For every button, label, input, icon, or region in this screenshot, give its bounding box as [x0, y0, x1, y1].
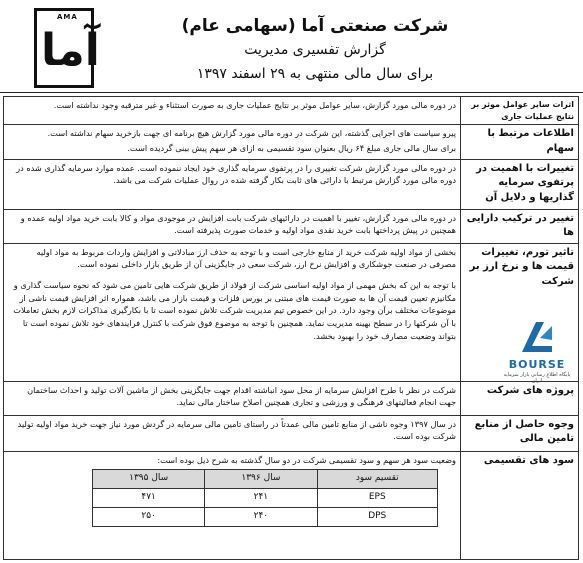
table-row: [4, 97, 579, 125]
row-heading: تاثیر تورم، تغییرات قیمت ها و نرخ ارز بر شرکت: [461, 243, 579, 381]
paragraph: وضعیت سود هر سهم و سود تقسیمی شرکت در دو سال گذشته به شرح ذیل بوده است:: [157, 454, 456, 465]
column-header: تقسیم سود: [317, 470, 438, 489]
row-heading: اثرات سایر عوامل موثر بر نتایج عملیات جاری: [461, 97, 579, 125]
logo-mark: آما: [41, 25, 100, 76]
column-header: سال ۱۳۹۵: [93, 470, 205, 489]
row-text: [4, 159, 461, 209]
paragraph: در دوره مالی مورد گزارش، سایر عوامل موثر بر نتایج عملیات جاری به صورت استثناء و غیر مترقبه وجود نداشته است.: [53, 100, 456, 110]
bourse-subtitle: پایگاه اطلاع رسانی بازار سرمایه ایران: [503, 372, 571, 384]
bourse-watermark: [498, 318, 576, 384]
dividend-header-row: [93, 470, 438, 489]
row-text: [4, 451, 461, 559]
table-row: [4, 125, 579, 159]
report-period: برای سال مالی منتهی به ۲۹ اسفند ۱۳۹۷: [196, 66, 434, 82]
dividend-table: [92, 469, 438, 527]
row-heading: اطلاعات مرتبط با سهام: [461, 125, 579, 159]
bourse-word: BOURSE: [508, 358, 566, 371]
dividend-row: [93, 508, 438, 527]
row-heading: سود های تقسیمی: [461, 451, 579, 559]
dividend-cell: EPS: [317, 489, 438, 508]
row-heading: وجوه حاصل از منابع تامین مالی: [461, 415, 579, 451]
dividend-cell: ۲۴۰: [205, 508, 317, 527]
table-row: [4, 159, 579, 209]
dividend-row: [93, 489, 438, 508]
row-heading: تغییرات با اهمیت در پرتفوی سرمایه گذاریها و دلایل آن: [461, 159, 579, 209]
paragraph: در دوره مالی مورد گزارش، تغییر با اهمیت در دارائیهای شرکت بابت افزایش در موجودی مواد و کالا بابت خرید مواد اولیه عمده و همچنین در پیش پرداختها بابت خرید نقدی مواد اولیه و خدمات صورت پذیرفته است.: [20, 212, 456, 236]
bourse-logo-icon: [516, 318, 558, 358]
row-text: [4, 209, 461, 243]
row-text: [4, 243, 461, 381]
row-text: [4, 97, 461, 125]
paragraph: در دوره مالی مورد گزارش شرکت تغییری را در پرتفوی سرمایه گذاری خود ایجاد ننموده است. عمده موارد سرمایه گذاری شده در دوره مالی مورد گزارش مرتبط با دارائی های ثابت بکار گرفته شده در روال عملیات شرکت می باشد.: [16, 162, 456, 186]
paragraph: برای سال مالی جاری مبلغ ۶۴ ریال بعنوان سود تقسیمی به ازای هر سهم پیش بینی گردیده است.: [127, 142, 456, 153]
company-name: شرکت صنعتی آما (سهامی عام): [181, 16, 449, 36]
table-row: [4, 243, 579, 381]
report-title: گزارش تفسیری مدیریت: [244, 42, 386, 58]
dividend-cell: ۴۷۱: [93, 489, 205, 508]
paragraph: با توجه به این که بخش مهمی از مواد اولیه اساسی شرکت از فولاد از طریق شرکت هایی تامین می شود که نحوه سیاست گذاری و مکانیزم تعیین قیمت آن ها به صورت قیمت های مبتنی بر بورس فلزات و قیمت بازار می باشد، همواره اثر افزایش قیمت ناشی از موضوعات مختلف برآن وجود دارد. در این خصوص تیم مدیریت شرکت تلاش نموده است تا با بکارگیری مذاکرات لازم بخش تعاملات با آن شرکتها را در سطح بهینه مدیریت نماید. همچنین با توجه به موضوع فوق شرکت با کنترل فرایندهای خود تلاش نموده است تا بتواند وضعیت مصارف خود را بهبود بخشد.: [13, 280, 456, 341]
table-row: [4, 415, 579, 451]
dividend-cell: ۲۵۰: [93, 508, 205, 527]
row-text: [4, 415, 461, 451]
table-row: [4, 381, 579, 415]
table-row: [4, 209, 579, 243]
report-table: [3, 96, 579, 560]
row-text: [4, 381, 461, 415]
header-divider: [0, 92, 583, 93]
column-header: سال ۱۳۹۶: [205, 470, 317, 489]
dividend-cell: ۲۴۱: [205, 489, 317, 508]
row-text: [4, 125, 461, 159]
row-heading: پروژه های شرکت: [461, 381, 579, 415]
row-heading: تغییر در ترکیب دارایی ها: [461, 209, 579, 243]
paragraph: در سال ۱۳۹۷ وجوه ناشی از منابع تامین مالی عمدتاً در راستای تامین مالی سرمایه در گردش مورد نیاز جهت خرید مواد اولیه تولید شرکت بوده است.: [17, 418, 456, 442]
paragraph: پیرو سیاست های اجرایی گذشته، این شرکت در دوره مالی مورد گزارش هیچ برنامه ای جهت بازخرید سهام نداشته است.: [47, 128, 456, 139]
company-logo: [34, 8, 100, 88]
table-row: [4, 451, 579, 559]
paragraph: بخشی از مواد اولیه شرکت خرید از منابع خارجی است و با توجه به حذف ارز مبادلاتی و افزایش واردات مربوط به مواد اولیه مصرفی در صنعت جوشکاری و افزایش نرخ ارز، شرکت سعی در جایگزینی آن از طریق بازار داخلی نموده است.: [36, 246, 456, 270]
dividend-cell: DPS: [317, 508, 438, 527]
logo-tag: AMA: [57, 13, 78, 21]
paragraph: شرکت در نظر با طرح افزایش سرمایه از محل سود انباشته اقدام جهت جایگزینی بخش از ماشین آلات تولید و احداث ساختمان جهت انجام فعالیتهای فرهنگی و ورزشی و تجاری همچنین اصلاح ساختار مالی نماید.: [27, 384, 456, 408]
